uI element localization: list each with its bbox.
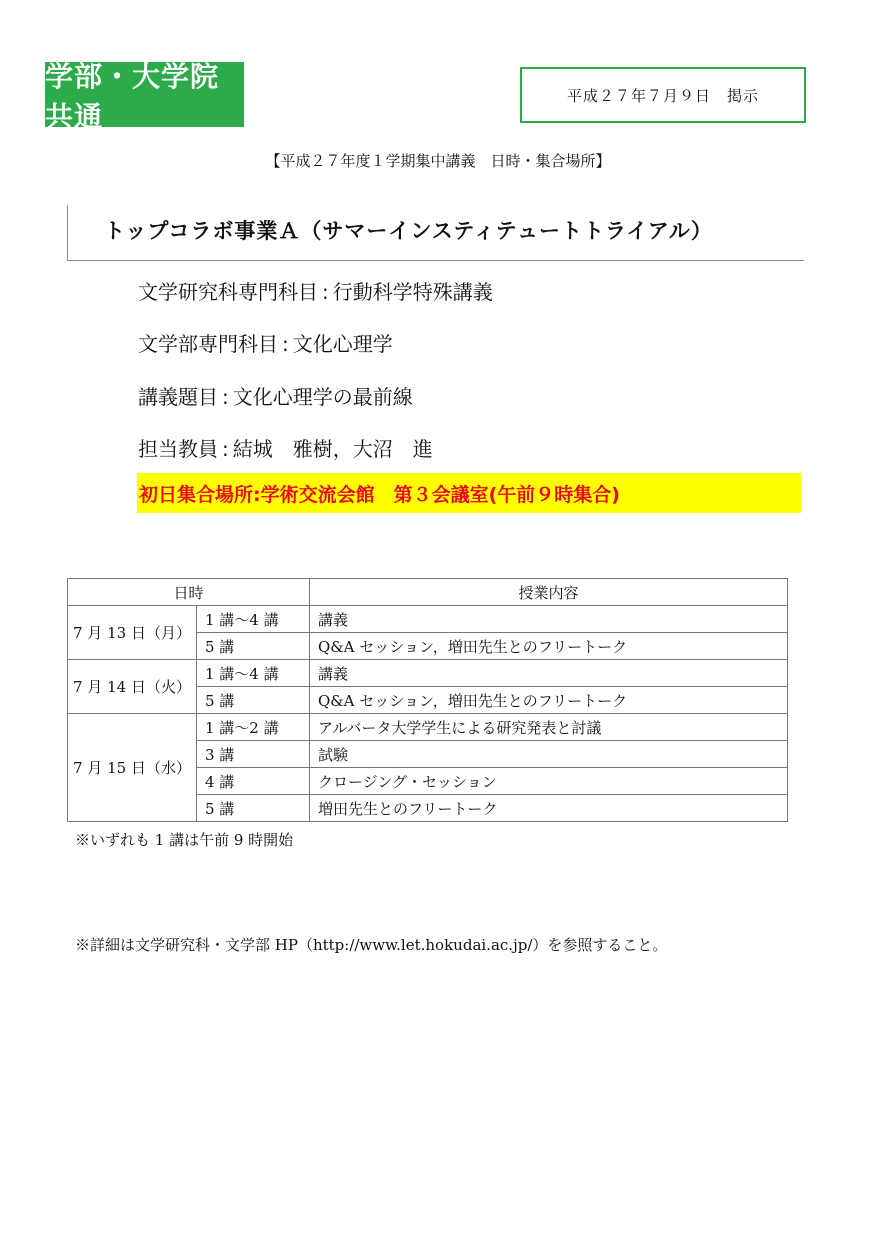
content-cell: Q&A セッション，増田先生とのフリートーク	[310, 633, 788, 660]
info-separator: :	[222, 385, 229, 409]
table-header-row	[68, 579, 788, 606]
period-cell: 1 講〜4 講	[197, 660, 310, 687]
undergraduate-course-line	[138, 328, 393, 357]
posted-date: 平成２７年７月９日 掲示	[520, 67, 806, 123]
content-cell: 増田先生とのフリートーク	[310, 795, 788, 822]
period-cell: 1 講〜2 講	[197, 714, 310, 741]
audience-badge: 学部・大学院 共通	[45, 62, 244, 127]
info-label: 担当教員	[138, 437, 218, 461]
header-datetime: 日時	[68, 579, 310, 606]
info-label: 文学部専門科目	[138, 332, 278, 356]
period-cell: 3 講	[197, 741, 310, 768]
notice-heading: 【平成２７年度１学期集中講義 日時・集合場所】	[265, 152, 611, 170]
info-separator: :	[322, 280, 329, 304]
content-cell: 講義	[310, 606, 788, 633]
period-cell: 5 講	[197, 633, 310, 660]
info-value: 行動科学特殊講義	[332, 280, 493, 304]
day-cell: 7 月 15 日（水）	[68, 714, 197, 822]
table-row	[68, 660, 788, 687]
period-cell: 5 講	[197, 687, 310, 714]
content-cell: 講義	[310, 660, 788, 687]
info-label: 文学研究科専門科目	[138, 280, 318, 304]
info-value: 結城 雅樹，大沼 進	[232, 437, 433, 461]
info-value: 文化心理学の最前線	[232, 385, 413, 409]
course-title: トップコラボ事業Ａ（サマーインスティテュートトライアル）	[104, 219, 713, 243]
details-reference-note: ※詳細は文学研究科・文学部 HP（http://www.let.hokudai.ac.jp/）を参照すること。	[75, 936, 668, 954]
info-separator: :	[282, 332, 289, 356]
graduate-course-line	[138, 276, 493, 305]
period-cell: 4 講	[197, 768, 310, 795]
info-separator: :	[222, 437, 229, 461]
content-cell: アルバータ大学学生による研究発表と討議	[310, 714, 788, 741]
content-cell: Q&A セッション，増田先生とのフリートーク	[310, 687, 788, 714]
schedule-table	[67, 578, 788, 822]
instructors-line	[138, 433, 433, 462]
info-label: 講義題目	[138, 385, 218, 409]
period-cell: 5 講	[197, 795, 310, 822]
meeting-place-notice: 初日集合場所:学術交流会館 第３会議室(午前９時集合)	[137, 473, 801, 513]
lecture-topic-line	[138, 381, 413, 410]
table-row	[68, 714, 788, 741]
header-content: 授業内容	[310, 579, 788, 606]
content-cell: クロージング・セッション	[310, 768, 788, 795]
day-cell: 7 月 13 日（月）	[68, 606, 197, 660]
start-time-note: ※いずれも 1 講は午前 9 時開始	[75, 831, 294, 849]
table-row	[68, 606, 788, 633]
content-cell: 試験	[310, 741, 788, 768]
info-value: 文化心理学	[292, 332, 393, 356]
day-cell: 7 月 14 日（火）	[68, 660, 197, 714]
period-cell: 1 講〜4 講	[197, 606, 310, 633]
